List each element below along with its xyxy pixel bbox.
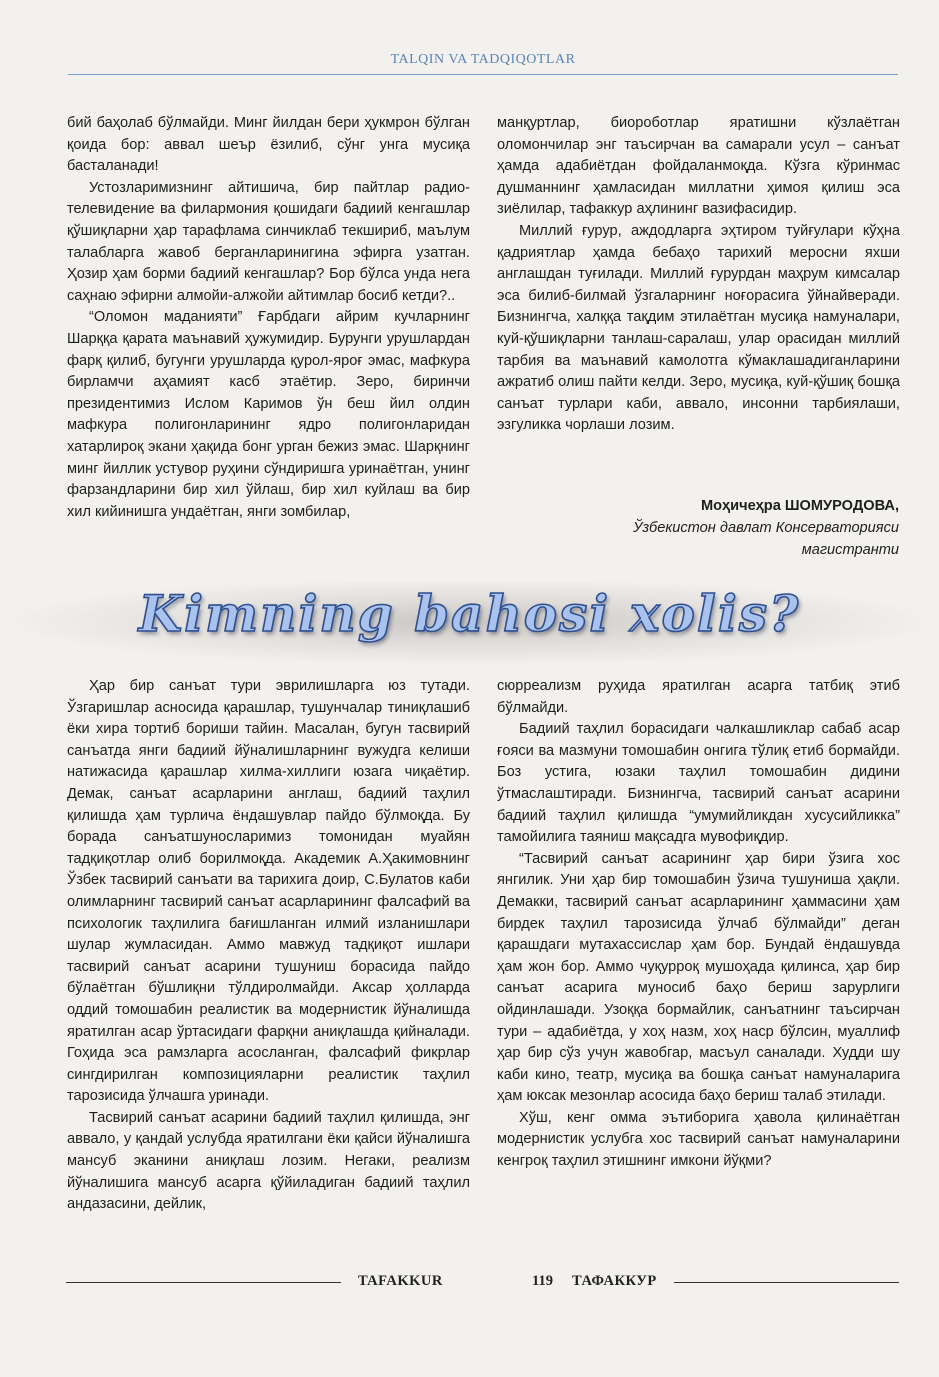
article1-right-column xyxy=(497,113,900,437)
article-title: Kimning bahosi xolis? xyxy=(138,584,801,643)
footer-magazine-cyrillic: ТАФАККУР xyxy=(572,1273,657,1289)
footer-magazine-latin: TAFAKKUR xyxy=(358,1273,443,1289)
paragraph: Устозларимизнинг айтишича, бир пайтлар радио-телевидение ва филармония қошидаги бадиий кенгашлар қўшиқларни ҳар тарафлама синчиклаб текшириб, маълум талабларга жавоб берганларинигина эфирга узатган. Ҳозир ҳам борми бадиий кенгашлар? Бор бўлса унда нега саҳнаю эфирни алмойи-алжойи айтимлар босиб кетди?.. xyxy=(67,179,470,304)
running-header xyxy=(68,50,898,78)
paragraph: Бадиий таҳлил борасидаги чалкашликлар сабаб асар ғояси ва мазмуни томошабин онгига тўлиқ етиб бормайди. Боз устига, юзаки таҳлил томошабин дидини ўтмаслаштиради. Бизнингча, тасвирий санъат асарини бадиий таҳлил қилишда “умумийликдан хусусийликка” тамойилига таяниш мақсадга мувофиқдир. xyxy=(497,721,900,846)
article2-left-column xyxy=(67,676,470,1216)
paragraph: Хўш, кенг омма эътиборига ҳавола қилинаётган модернистик услубга хос тасвирий санъат намуналарини кенгроқ таҳлил этишнинг имкони йўқми? xyxy=(497,1109,900,1170)
article-title-banner xyxy=(0,582,939,662)
paragraph: “Оломон маданияти” Ғарбдаги айрим кучларнинг Шарққа қарата маънавий ҳужумидир. Бурунги урушлардан фарқ қилиб, бугунги урушларда қурол-яроғ эмас, мафкура бирламчи аҳамият касб этаётир. Зеро, биринчи президентимиз Ислом Каримов ўн беш йил олдин мафкура полигонларининг ядро полигонларидан хатарлироқ экани ҳақида бонг урган бежиз эмас. Шарқнинг минг йиллик устувор руҳини сўндиришга уринаётган, унинг фарзандларини бир хил ўйлаш, бир хил куйлаш ва бир хил кийинишга ундаётган, янги зомбилар, xyxy=(67,309,470,520)
author-signature xyxy=(497,495,899,561)
author-name: Моҳичеҳра ШОМУРОДОВА, xyxy=(700,498,899,514)
author-role: магистранти xyxy=(801,542,899,558)
paragraph: Ҳар бир санъат тури эврилишларга юз тутади. Ўзгаришлар асносида қарашлар, тушунчалар тиниқлашиб ёки хира тортиб бориши тайин. Масалан, бугун тасвирий санъатда янги бадиий йўналишларнинг вужудга келиши натижасида қарашлар хилма-хиллиги юзага чиқаётир. Демак, санъат асарларини англаш, бадиий таҳлил қилишда ҳам турлича ёндашувлар пайдо бўлмоқда. Бу борада санъатшуносларимиз томонидан муайян тадқиқотлар олиб борилмоқда. Академик А.Ҳакимовнинг Ўзбек тасвирий санъати ва тарихига доир, С.Булатов каби олимларнинг тасвирий санъат асарларининг фалсафий ва психологик таҳлилига бағишланган илмий изланишлари шулар жумласидан. Аммо мавжуд тадқиқот ишлари тасвирий санъат асарини тушуниш борасида пайдо бўлаётган бўшлиқни тўлдиролмайди. Аксар ҳолларда оддий томошабин реалистик ва модернистик йўналишда яратилган асар ўртасидаги фарқни аниқлашда қийналади. Гоҳида эса рамзларга асосланган, фалсафий фикрлар сингдирилган композицияларни реалистик таҳлил тарозисида ўлчашга уринади. xyxy=(67,678,470,1105)
page-number: 119 xyxy=(532,1273,553,1289)
page-footer xyxy=(66,1270,899,1296)
paragraph: “Тасвирий санъат асарининг ҳар бири ўзига хос янгилик. Уни ҳар бир томошабин ўзича тушуниша ҳақли. Демакки, тасвирий санъат асарларининг ҳаммасини ҳам бирдек таҳлил тарозисида ўлчаб бўлмайди” деган қарашдаги мутахассислар ҳам бор. Бундай ёндашувда ҳам жон бор. Аммо чуқурроқ мушоҳада қилинса, ҳар бир санъат асарига муносиб баҳо бериш зарурлиги ойдинлашади. Узоққа бормайлик, санъатнинг таъсирчан тури – адабиётда, у хоҳ назм, хоҳ наср бўлсин, муаллиф ҳар бир сўз учун жавобгар, масъул саналади. Худди шу каби кино, театр, мусиқа ва бошқа санъат намуналарига ҳам юксак мезонлар асосида баҳо бериш талаб этилади. xyxy=(497,850,900,1105)
article1-left-column xyxy=(67,113,470,523)
footer-rule-left xyxy=(66,1282,341,1283)
section-title: TALQIN VA TADQIQOTLAR xyxy=(390,52,576,67)
author-affiliation: Ўзбекистон давлат Консерваторияси xyxy=(633,520,899,536)
paragraph: сюрреализм руҳида яратилган асарга татбиқ этиб бўлмайди. xyxy=(497,678,900,716)
header-rule xyxy=(68,74,898,75)
paragraph: Миллий ғурур, аждодларга эҳтиром туйғулари кўҳна қадриятлар ҳамда бебаҳо тарихий меросни яхши англашдан туғилади. Миллий ғурурдан маҳрум кимсалар эса билиб-билмай ўзгаларнинг ноғорасига ўйнайверади. Бизнингча, халққа тақдим этилаётган мусиқа намуналари, куй-қўшиқларни танлаш-саралаш, улар орасидан миллий тарбия ва маънавий камолотга кўмаклашадиганларини ажратиб олиш пайти келди. Зеро, мусиқа, куй-қўшиқ бошқа санъат турлари каби, аввало, инсонни тарбиялаши, эзгуликка чорлаши лозим. xyxy=(497,222,900,434)
footer-rule-right xyxy=(674,1282,899,1283)
paragraph: Тасвирий санъат асарини бадиий таҳлил қилишда, энг аввало, у қандай услубда яратилгани ёки қайси йўналишга мансуб эканини аниқлаш лозим. Негаки, реализм йўналишига мансуб асарга қўйиладиган бадиий таҳлил андазасини, дейлик, xyxy=(67,1109,470,1213)
article2-right-column xyxy=(497,676,900,1173)
paragraph: манқуртлар, биороботлар яратишни кўзлаётган оломончилар энг таъсирчан ва самарали усул – санъат ҳамда адабиётдан фойдаланмоқда. Кўзга кўринмас душманнинг ҳамласидан миллатни ҳимоя қилиш эса зиёлилар, тафаккур аҳлининг вазифасидир. xyxy=(497,115,900,218)
paragraph: бий баҳолаб бўлмайди. Минг йилдан бери ҳукмрон бўлган қоида бор: аввал шеър ёзилиб, сўнг унга мусиқа басталанади! xyxy=(67,115,470,175)
